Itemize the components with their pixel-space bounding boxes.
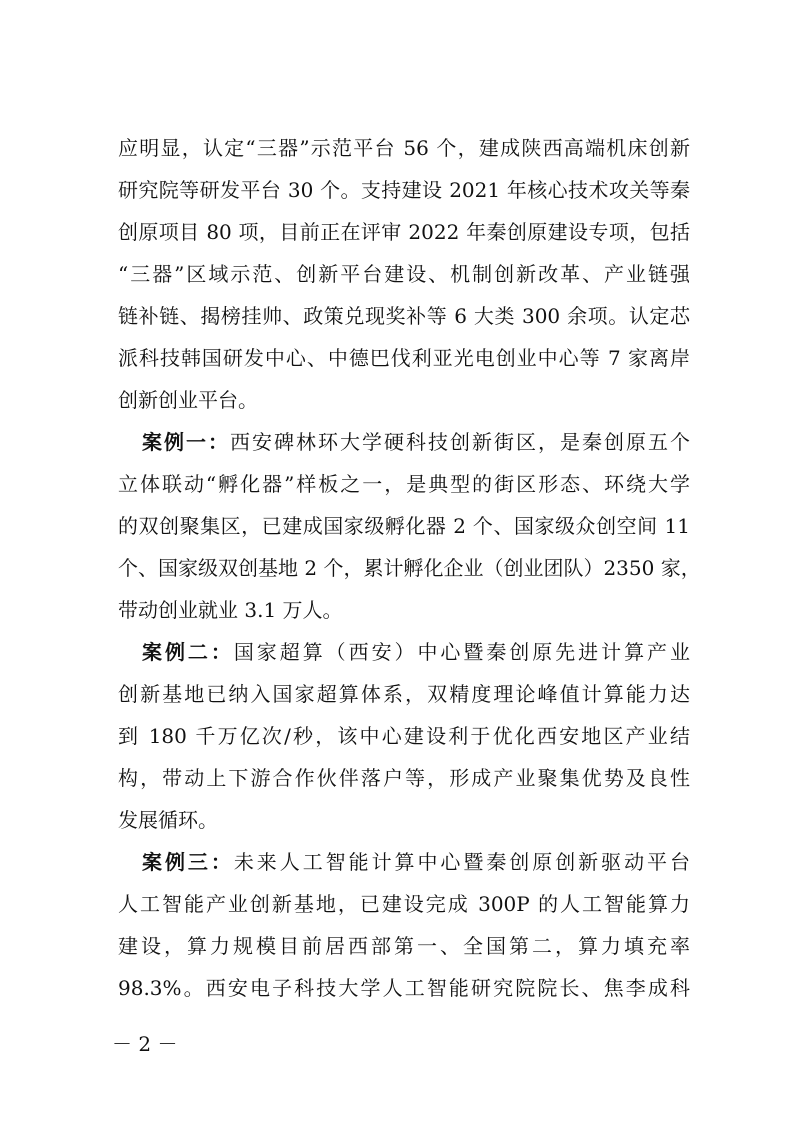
case-2-label: 案例二： xyxy=(142,640,234,664)
text-line: 链补链、揭榜挂帅、政策兑现奖补等 6 大类 300 余项。认定芯 xyxy=(118,304,690,328)
case-2-first-line: 国家超算（西安）中心暨秦创原先进计算产业 xyxy=(233,640,691,664)
text-line: 应明显，认定“三器”示范平台 56 个，建成陕西高端机床创新 xyxy=(118,136,690,160)
text-line: 个、国家级双创基地 2 个，累计孵化企业（创业团队）2350 家， xyxy=(118,556,701,580)
page-number: － 2 － xyxy=(112,1032,178,1056)
text-line: 人工智能产业创新基地，已建设完成 300P 的人工智能算力 xyxy=(118,892,690,916)
text-line: 研究院等研发平台 30 个。支持建设 2021 年核心技术攻关等秦 xyxy=(118,178,690,202)
case-1-label: 案例一： xyxy=(142,430,230,454)
paragraph-case-1 xyxy=(118,421,701,631)
text-line: 创原项目 80 项，目前正在评审 2022 年秦创原建设专项，包括 xyxy=(118,220,690,244)
text-line: 立体联动“孵化器”样板之一，是典型的街区形态、环绕大学 xyxy=(118,472,690,496)
text-line: 发展循环。 xyxy=(118,808,218,832)
case-3-first-line: 未来人工智能计算中心暨秦创原创新驱动平台 xyxy=(233,850,691,874)
text-line: “三器”区域示范、创新平台建设、机制创新改革、产业链强 xyxy=(118,262,690,286)
text-line: 创新创业平台。 xyxy=(118,388,258,412)
text-line: 98.3%。西安电子科技大学人工智能研究院院长、焦李成科 xyxy=(118,976,690,1000)
text-line: 到 180 千万亿次/秒，该中心建设利于优化西安地区产业结 xyxy=(118,724,690,748)
text-line: 建设，算力规模目前居西部第一、全国第二，算力填充率 xyxy=(118,934,690,958)
paragraph-case-3 xyxy=(118,841,690,1009)
case-1-first-line: 西安碑林环大学硬科技创新街区，是秦创原五个 xyxy=(230,430,690,454)
paragraph-case-2 xyxy=(118,631,690,841)
case-3-label: 案例三： xyxy=(142,850,234,874)
paragraph-intro xyxy=(118,127,690,421)
text-line xyxy=(118,631,690,673)
text-line: 派科技韩国研发中心、中德巴伐利亚光电创业中心等 7 家离岸 xyxy=(118,346,690,370)
text-line: 带动创业就业 3.1 万人。 xyxy=(118,598,343,622)
text-line: 创新基地已纳入国家超算体系，双精度理论峰值计算能力达 xyxy=(118,682,690,706)
body-text xyxy=(118,127,701,1009)
text-line xyxy=(118,421,690,463)
text-line xyxy=(118,841,690,883)
text-line: 的双创聚集区，已建成国家级孵化器 2 个、国家级众创空间 11 xyxy=(118,514,690,538)
text-line: 构，带动上下游合作伙伴落户等，形成产业聚集优势及良性 xyxy=(118,766,690,790)
